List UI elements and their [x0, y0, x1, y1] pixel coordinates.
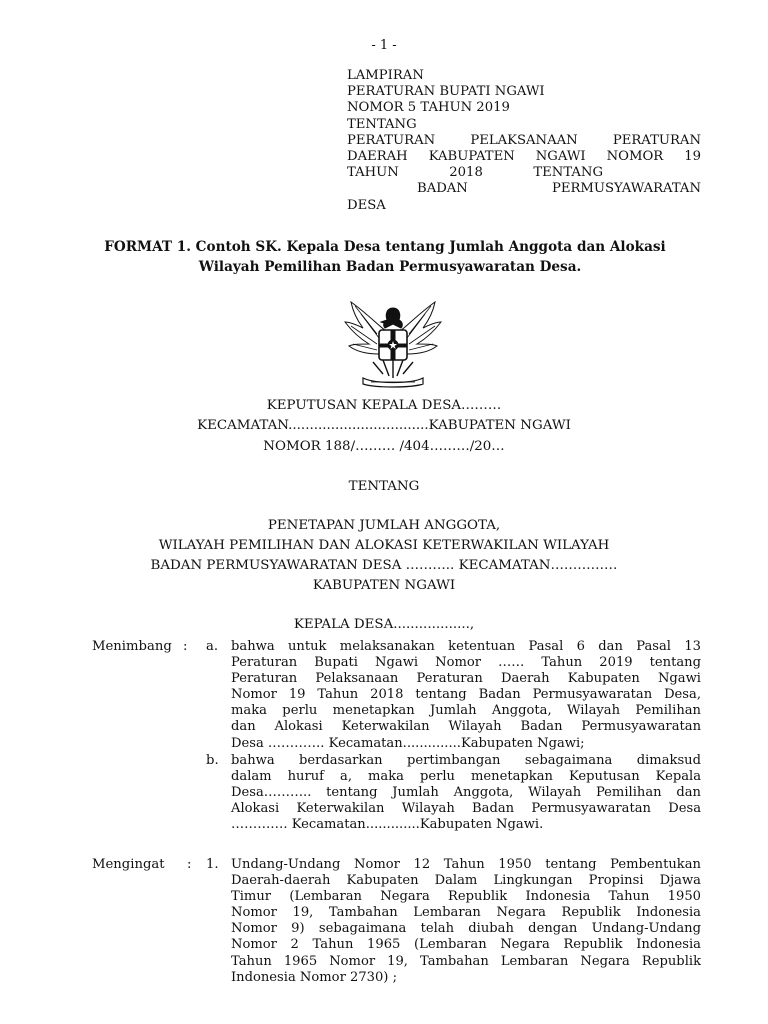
subject-line: PENETAPAN JUMLAH ANGGOTA, [267, 518, 501, 533]
garuda-emblem-icon [343, 298, 443, 390]
format-title-line: Wilayah Pemilihan Badan Permusyawaratan Desa. [198, 259, 582, 275]
menimbang-marker-b: b. [206, 753, 219, 768]
menimbang-item-b [231, 753, 701, 833]
text-line: bahwa untuk melaksanakan ketentuan Pasal 6 dan Pasal 13 [231, 639, 701, 654]
lampiran-line: PERATURAN BUPATI NGAWI [347, 84, 545, 100]
menimbang-colon: : [183, 639, 188, 654]
text-line: Daerah-daerah Kabupaten Dalam Lingkungan Propinsi Djawa [231, 873, 701, 889]
text-line: Alokasi Keterwakilan Wilayah Badan Permusyawaratan Desa [231, 801, 701, 817]
lampiran-line: PERATURAN PELAKSANAAN PERATURAN [347, 132, 701, 148]
text-line: …………. Kecamatan.............Kabupaten Ngawi. [231, 817, 544, 833]
lampiran-line: NOMOR 5 TAHUN 2019 [347, 100, 510, 116]
text-line: Timur (Lembaran Negara Republik Indonesia Tahun 1950 [231, 889, 701, 905]
text-line: Nomor 9) sebagaimana telah diubah dengan Undang-Undang [231, 921, 701, 937]
mengingat-item-1 [231, 857, 701, 986]
lampiran-line: TAHUN 2018 TENTANG [347, 165, 603, 181]
text-line: Undang-Undang Nomor 12 Tahun 1950 tentang Pembentukan [231, 857, 701, 872]
menimbang-item-a [231, 639, 701, 752]
decree-heading-line: KEPUTUSAN KEPALA DESA……… [266, 398, 502, 413]
tentang-heading: TENTANG [348, 479, 420, 494]
lampiran-line: TENTANG [347, 116, 417, 132]
lampiran-line: DAERAH KABUPATEN NGAWI NOMOR 19 [347, 149, 701, 165]
kepala-desa-heading: KEPALA DESA.................., [293, 617, 475, 632]
mengingat-marker-1: 1. [206, 857, 219, 872]
text-line: Nomor 19 Tahun 2018 tentang Badan Permusyawaratan Desa, [231, 687, 701, 703]
lampiran-line: DESA [347, 197, 386, 213]
text-line: dan Alokasi Keterwakilan Wilayah Badan Permusyawaratan [231, 719, 701, 735]
text-line: Desa……….. tentang Jumlah Anggota, Wilayah Pemilihan dan [231, 785, 701, 801]
page-number: - 1 - [371, 38, 397, 53]
lampiran-block [347, 68, 701, 214]
subject-line: BADAN PERMUSYAWARATAN DESA ……….. KECAMATAN…………… [150, 558, 618, 573]
text-line: Peraturan Bupati Ngawi Nomor …… Tahun 2019 tentang [231, 655, 701, 671]
lampiran-line: BADAN PERMUSYAWARATAN [417, 181, 701, 197]
decree-number: NOMOR 188/……… /404………/20… [263, 439, 505, 454]
format-title [0, 237, 768, 277]
text-line: Tahun 1965 Nomor 19, Tambahan Lembaran Negara Republik [231, 953, 701, 969]
text-line: Indonesia Nomor 2730) ; [231, 969, 397, 985]
text-line: Peraturan Pelaksanaan Peraturan Daerah Kabupaten Ngawi [231, 671, 701, 687]
format-title-line: FORMAT 1. Contoh SK. Kepala Desa tentang Jumlah Anggota dan Alokasi [104, 239, 666, 255]
menimbang-label: Menimbang [92, 639, 172, 654]
mengingat-label: Mengingat [92, 857, 165, 872]
mengingat-colon: : [187, 857, 192, 872]
subject-line: KABUPATEN NGAWI [312, 578, 456, 593]
text-line: Desa …………. Kecamatan..............Kabupaten Ngawi; [231, 735, 585, 751]
text-line: dalam huruf a, maka perlu menetapkan Keputusan Kepala [231, 769, 701, 785]
decree-heading-line: KECAMATAN.................................KABUPATEN NGAWI [197, 418, 571, 433]
text-line: Nomor 19, Tambahan Lembaran Negara Republik Indonesia [231, 905, 701, 921]
menimbang-marker-a: a. [206, 639, 219, 654]
text-line: Nomor 2 Tahun 1965 (Lembaran Negara Republik Indonesia [231, 937, 701, 953]
text-line: bahwa berdasarkan pertimbangan sebagaimana dimaksud [231, 753, 701, 768]
lampiran-line: LAMPIRAN [347, 68, 424, 83]
subject-line: WILAYAH PEMILIHAN DAN ALOKASI KETERWAKILAN WILAYAH [158, 538, 610, 553]
text-line: maka perlu menetapkan Jumlah Anggota, Wilayah Pemilihan [231, 703, 701, 719]
